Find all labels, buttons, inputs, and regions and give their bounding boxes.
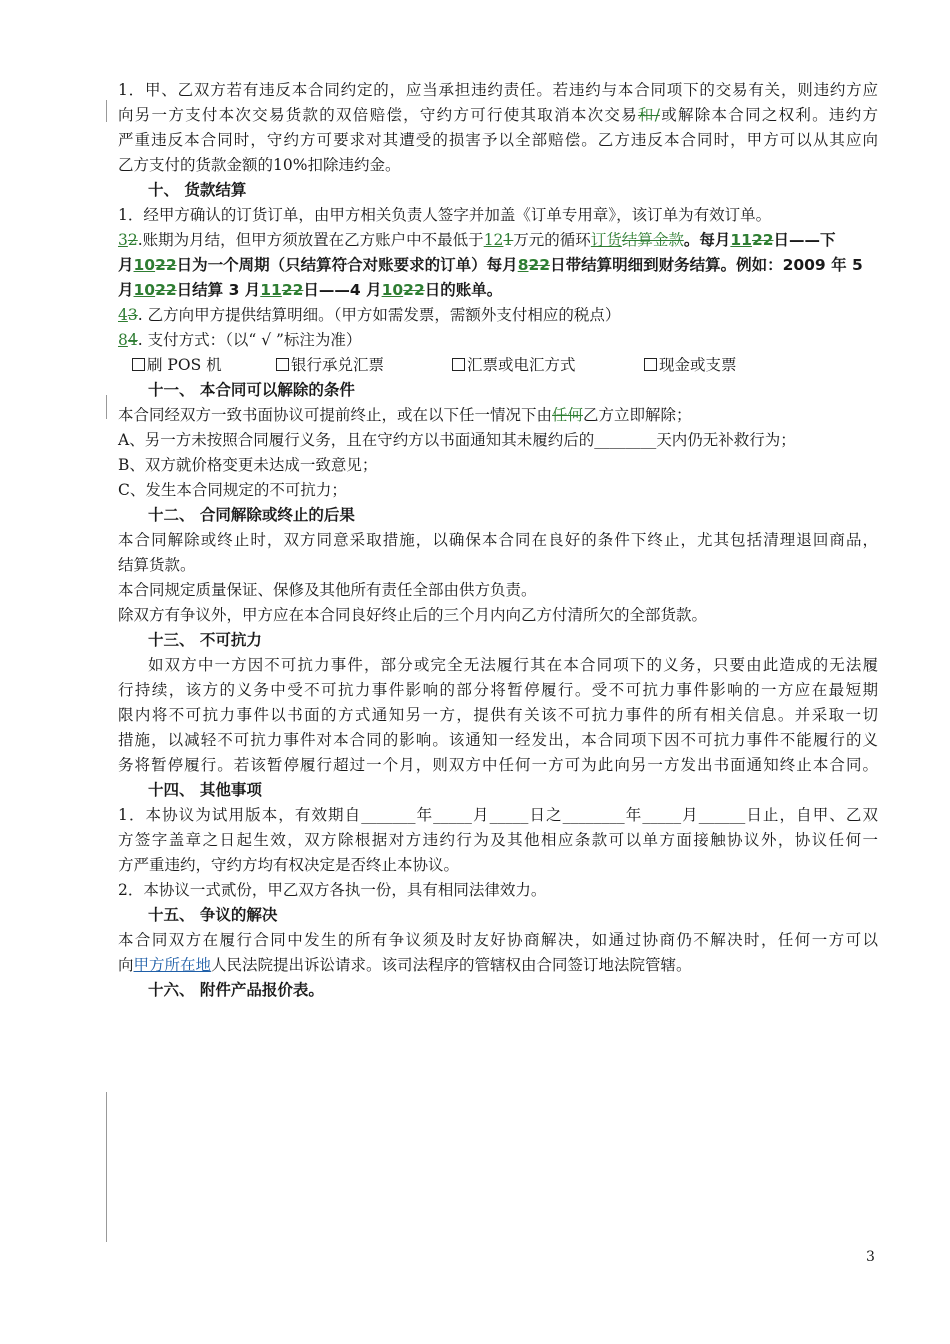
clause-line: B、双方就价格变更未达成一致意见； — [118, 456, 378, 474]
clause-line: 方严重违约，守约方均有权决定是否终止本协议。 — [118, 856, 460, 874]
clause-line: 行持续，该方的义务中受不可抗力事件影响的部分将暂停履行。受不可抗力事件影响的一方应在最短期 — [118, 681, 878, 699]
clause-line: 1．经甲方确认的订货订单，由甲方相关负责人签字并加盖《订单专用章》，该订单为有效订单。 — [118, 206, 772, 224]
revision-bar — [106, 1092, 107, 1242]
section-heading: 十六、 附件产品报价表。 — [148, 981, 324, 999]
revision-bar — [106, 395, 107, 419]
section-heading: 十五、 争议的解决 — [148, 906, 278, 924]
section-heading: 十二、 合同解除或终止的后果 — [148, 506, 355, 524]
payment-option-pos[interactable]: 刷 POS 机 — [132, 355, 222, 375]
payment-option-acceptance[interactable]: 银行承兑汇票 — [276, 355, 384, 375]
section-heading: 十三、 不可抗力 — [148, 631, 262, 649]
section-heading: 十四、 其他事项 — [148, 781, 262, 799]
clause-line: 如双方中一方因不可抗力事件，部分或完全无法履行其在本合同项下的义务，只要由此造成的无法履 — [148, 656, 878, 674]
revision-bar — [106, 100, 107, 122]
payment-option-wire[interactable]: 汇票或电汇方式 — [452, 355, 576, 375]
clause-line: 限内将不可抗力事件以书面的方式通知另一方，提供有关该不可抗力事件的所有相关信息。并采取一切 — [118, 706, 878, 724]
clause-line: 1．甲、乙双方若有违反本合同约定的，应当承担违约责任。若违约与本合同项下的交易有关，则违约方应 — [118, 81, 878, 99]
court-location-link[interactable]: 甲方所在地 — [133, 956, 212, 974]
clause-line: 本合同解除或终止时，双方同意采取措施，以确保本合同在良好的条件下终止，尤其包括清理退回商品， — [118, 531, 878, 549]
deleted-text: 和/ — [637, 106, 660, 124]
clause-line: C、发生本合同规定的不可抗力； — [118, 481, 347, 499]
clause-line: 除双方有争议外，甲方应在本合同良好终止后的三个月内向乙方付清所欠的全部货款。 — [118, 606, 708, 624]
clause-line: 84. 支付方式：（以“ √ ”标注为准） — [118, 331, 362, 349]
clause-line: 乙方支付的货款金额的10%扣除违约金。 — [118, 156, 401, 174]
clause-line: 32.账期为月结，但甲方须放置在乙方账户中不最低于121万元的循环订货结算金款。每月1122日——下 — [118, 231, 836, 249]
checkbox-icon[interactable] — [132, 358, 145, 371]
checkbox-icon[interactable] — [276, 358, 289, 371]
page-number: 3 — [866, 1249, 875, 1265]
clause-line: 1．本协议为试用版本，有效期自_______年_____月_____日之________年_____月______日止，自甲、乙双 — [118, 806, 878, 824]
section-heading: 十一、 本合同可以解除的条件 — [148, 381, 355, 399]
section-heading: 十、 货款结算 — [148, 181, 247, 199]
clause-line: 月1022日结算 3 月1122日——4 月1022日的账单。 — [118, 281, 503, 299]
payment-option-cash[interactable]: 现金或支票 — [644, 355, 737, 375]
clause-line: 方签字盖章之日起生效，双方除根据对方违约行为及其他相应条款可以单方面接触协议外，协议任何一 — [118, 831, 878, 849]
clause-line: 措施，以减轻不可抗力事件对本合同的影响。该通知一经发出，本合同项下因不可抗力事件不能履行的义 — [118, 731, 878, 749]
clause-line: 2．本协议一式贰份，甲乙双方各执一份，具有相同法律效力。 — [118, 881, 547, 899]
clause-line: 向甲方所在地人民法院提出诉讼请求。该司法程序的管辖权由合同签订地法院管辖。 — [118, 956, 692, 974]
clause-line: 本合同双方在履行合同中发生的所有争议须及时友好协商解决，如通过协商仍不解决时，任何一方可以 — [118, 931, 878, 949]
clause-line: 本合同规定质量保证、保修及其他所有责任全部由供方负责。 — [118, 581, 537, 599]
clause-line: A、另一方未按照合同履行义务，且在守约方以书面通知其未履约后的________天内仍无补救行为； — [118, 431, 796, 449]
clause-line: 严重违反本合同时，守约方可要求对其遭受的损害予以全部赔偿。乙方违反本合同时，甲方可以从其应向 — [118, 131, 878, 149]
clause-line: 43. 乙方向甲方提供结算明细。（甲方如需发票，需额外支付相应的税点） — [118, 306, 621, 324]
clause-line: 本合同经双方一致书面协议可提前终止，或在以下任一情况下由任何乙方立即解除； — [118, 406, 692, 424]
clause-line: 务将暂停履行。若该暂停履行超过一个月，则双方中任何一方可为此向另一方发出书面通知终止本合同。 — [118, 756, 878, 774]
clause-line: 结算货款。 — [118, 556, 196, 574]
clause-line: 月1022日为一个周期（只结算符合对账要求的订单）每月822日带结算明细到财务结算。例如：2009 年 5 — [118, 256, 863, 274]
checkbox-icon[interactable] — [644, 358, 657, 371]
clause-line: 向另一方支付本次交易货款的双倍赔偿，守约方可行使其取消本次交易和/或解除本合同之权利。违约方 — [118, 106, 878, 124]
checkbox-icon[interactable] — [452, 358, 465, 371]
